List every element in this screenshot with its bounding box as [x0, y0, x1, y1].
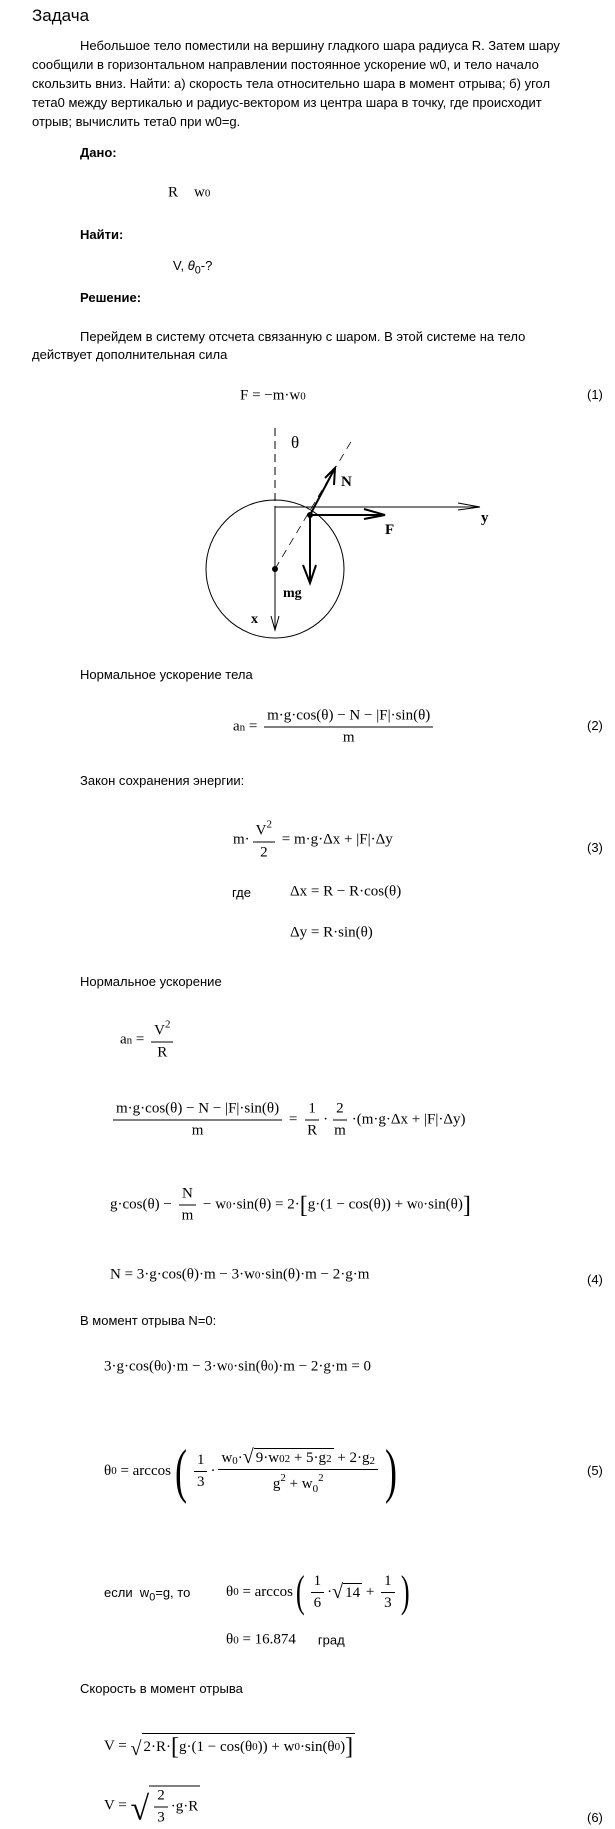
- eq-text: если w: [104, 1585, 150, 1600]
- fraction: [154, 1788, 168, 1827]
- equation-case: [226, 1567, 412, 1616]
- eq-text: F = −m·w: [240, 387, 301, 404]
- solution-label: Решение:: [80, 290, 142, 305]
- eq-text: + 5·g: [290, 1450, 327, 1466]
- eq-text: )·m − 2·g·m = 0: [273, 1358, 372, 1375]
- fraction: [218, 1447, 378, 1495]
- numerator: [253, 819, 275, 843]
- eq-text: )) + w: [257, 1738, 295, 1755]
- eq-text: = m·g·Δx + |F|·Δy: [278, 831, 393, 848]
- eq-text: ·sin(θ) = 2·: [231, 1196, 300, 1213]
- superscript: 2: [318, 1472, 324, 1484]
- numerator: m·g·cos(θ) − N − |F|·sin(θ): [113, 1101, 282, 1121]
- eq-text: ·: [327, 1583, 333, 1600]
- fraction: [194, 1452, 208, 1491]
- speed-label: Скорость в момент отрыва: [80, 1681, 243, 1696]
- denominator: m: [181, 1207, 194, 1224]
- problem-line: Небольшое тело поместили на вершину гладкого шара радиуса R. Затем шару: [80, 38, 560, 53]
- paren: ): [385, 1438, 398, 1504]
- fraction: [179, 1186, 197, 1225]
- subscript: 0: [233, 1634, 239, 1646]
- energy-label: Закон сохранения энергии:: [80, 773, 245, 788]
- eq-text: V: [154, 1022, 165, 1039]
- superscript: 2: [280, 1472, 286, 1484]
- numerator: [218, 1447, 378, 1470]
- numerator: N: [179, 1186, 196, 1206]
- eq-text: ·g·R: [170, 1798, 199, 1815]
- subscript: 0: [232, 1455, 238, 1467]
- given-w: w: [194, 184, 205, 201]
- eq-text: θ: [104, 1462, 112, 1479]
- result-value: = 16.874: [238, 1631, 296, 1648]
- eq-text: N = 3·g·cos(θ)·m − 3·w: [110, 1266, 255, 1283]
- eq-text: ·sin(θ: [233, 1358, 268, 1375]
- numerator: [151, 1019, 173, 1043]
- equation-combined: [110, 1101, 466, 1140]
- delta-x-equation: Δx = R − R·cos(θ): [290, 883, 402, 900]
- paren: (: [174, 1438, 187, 1504]
- subscript: 0: [233, 1586, 239, 1598]
- equation-detach: [104, 1359, 371, 1376]
- diagram-mg: mg: [283, 586, 302, 601]
- eq-text: V =: [104, 1737, 131, 1754]
- find-tail: -?: [200, 258, 213, 273]
- eq-text: + 2·g: [333, 1450, 370, 1466]
- numerator: 1: [305, 1101, 319, 1121]
- subscript: 0: [279, 1452, 285, 1465]
- subscript: 0: [227, 1361, 234, 1373]
- eq-text: ): [340, 1738, 346, 1755]
- fraction: [253, 819, 275, 862]
- theta-result: [226, 1631, 345, 1650]
- equation-number: (6): [587, 1810, 603, 1825]
- numerator: 1: [194, 1452, 208, 1472]
- subscript: 0: [334, 1741, 341, 1753]
- equation-3: [233, 819, 393, 862]
- paren: ): [400, 1567, 410, 1616]
- equation-number: (5): [587, 1463, 603, 1478]
- denominator: R: [157, 1044, 168, 1061]
- subscript: 0: [294, 1741, 300, 1753]
- eq-text: )·m − 3·w: [166, 1358, 228, 1375]
- diagram-x: x: [251, 612, 258, 627]
- fraction: [331, 1101, 349, 1140]
- problem-line: тета0 между вертикалью и радиус-вектором из центра шара в точку, где происходит: [32, 95, 542, 110]
- denominator: 2: [260, 844, 268, 861]
- detach-label: В момент отрыва N=0:: [80, 1313, 217, 1328]
- eq-text: a: [233, 718, 240, 735]
- eq-text: = arccos: [238, 1583, 293, 1600]
- equation-5: [104, 1438, 401, 1504]
- case-label: [104, 1583, 190, 1608]
- eq-text: ·: [323, 1111, 329, 1128]
- superscript: 2: [284, 1452, 291, 1465]
- eq-text: + w: [285, 1476, 313, 1492]
- intro-line: действует дополнительная сила: [32, 347, 228, 362]
- force-diagram: [0, 0, 615, 680]
- eq-text: 2·R·: [143, 1738, 172, 1755]
- subscript: n: [239, 721, 246, 733]
- subscript: 0: [161, 1361, 167, 1373]
- sqrt: [131, 1733, 356, 1759]
- sqrt: [243, 1447, 334, 1467]
- eq-text: w: [221, 1450, 233, 1466]
- eq-text: =: [245, 718, 262, 735]
- find-theta: θ: [187, 258, 195, 273]
- numerator: 1: [381, 1573, 395, 1593]
- radius-dashed-line: [275, 440, 352, 569]
- equation-number: (1): [587, 387, 603, 402]
- equation-speed: [104, 1733, 355, 1759]
- eq-text: V: [255, 822, 267, 839]
- delta-y-equation: Δy = R·sin(θ): [290, 924, 373, 941]
- given-r: R: [168, 184, 179, 201]
- bracket: ]: [345, 1734, 354, 1760]
- eq-text: =g, то: [155, 1585, 191, 1600]
- eq-text: g·(1 − cos(θ)) + w: [307, 1196, 418, 1213]
- fraction: [381, 1573, 395, 1612]
- sqrt-icon: √: [332, 1581, 344, 1603]
- eq-text: θ: [226, 1583, 234, 1600]
- denominator: 3: [157, 1809, 165, 1826]
- fraction: [113, 1101, 282, 1140]
- eq-text: θ: [226, 1631, 234, 1648]
- sphere-center: [272, 566, 278, 572]
- numerator: 2: [154, 1788, 168, 1808]
- fraction: [264, 708, 433, 747]
- fraction: [311, 1573, 325, 1612]
- diagram-f: F: [385, 522, 395, 538]
- find-label: Найти:: [80, 227, 124, 242]
- denominator: m: [334, 1122, 346, 1139]
- problem-line: сообщили в горизонтальном направлении постоянное ускорение w0, и тело начало: [32, 57, 539, 72]
- eq-text: ·sin(θ)·m − 2·g·m: [260, 1266, 370, 1283]
- equation-4: [110, 1267, 369, 1284]
- given-label: Дано:: [80, 145, 117, 160]
- eq-text: a: [120, 1031, 127, 1048]
- sqrt-icon: √: [130, 1790, 150, 1828]
- numerator: 1: [311, 1573, 325, 1593]
- eq-text: m·: [233, 831, 250, 848]
- eq-text: = arccos: [116, 1462, 171, 1479]
- fraction: [151, 1019, 173, 1062]
- subscript: 0: [254, 1269, 261, 1281]
- subscript: 0: [252, 1741, 258, 1753]
- equation-number: (3): [587, 840, 603, 855]
- intro-line: Перейдем в систему отсчета связанную с шаром. В этой системе на тело: [80, 329, 526, 344]
- fraction: [304, 1101, 320, 1140]
- denominator: R: [307, 1122, 318, 1139]
- sqrt: [332, 1582, 362, 1602]
- diagram-y: y: [481, 510, 489, 526]
- superscript: 2: [266, 818, 273, 831]
- superscript: 2: [326, 1452, 332, 1465]
- result-unit: град: [317, 1632, 345, 1648]
- superscript: 2: [369, 1455, 376, 1467]
- denominator: 3: [196, 1473, 205, 1490]
- sqrt-icon: √: [130, 1738, 142, 1760]
- denominator: 6: [313, 1594, 322, 1611]
- sqrt: [131, 1786, 201, 1827]
- eq-text: 9·w: [255, 1450, 280, 1466]
- eq-text: =: [285, 1111, 302, 1128]
- eq-text: ·sin(θ: [299, 1738, 335, 1755]
- eq-text: g·cos(θ) −: [110, 1196, 176, 1213]
- eq-text: − w: [199, 1196, 227, 1213]
- bracket: [: [299, 1192, 308, 1218]
- denominator: m: [191, 1122, 204, 1139]
- subscript: 0: [312, 1483, 319, 1495]
- equation-simplified: [110, 1186, 471, 1225]
- eq-text: V =: [104, 1797, 131, 1814]
- subscript: 0: [417, 1199, 424, 1211]
- problem-line: отрыв; вычислить тета0 при w0=g.: [32, 114, 241, 129]
- subscript: 0: [300, 390, 306, 402]
- eq-text: g: [272, 1476, 281, 1492]
- eq-text: 3·g·cos(θ: [104, 1358, 162, 1375]
- eq-text: +: [362, 1583, 379, 1600]
- superscript: 2: [164, 1018, 171, 1031]
- diagram-n: N: [341, 474, 352, 490]
- equation-number: (2): [587, 718, 603, 733]
- sqrt-icon: √: [242, 1446, 254, 1468]
- denominator: [270, 1470, 327, 1495]
- eq-text: g·(1 − cos(θ: [179, 1738, 253, 1755]
- subscript: 0: [111, 1465, 117, 1477]
- bracket: ]: [462, 1192, 471, 1218]
- find-v: V,: [173, 258, 188, 273]
- bracket: [: [171, 1734, 180, 1760]
- equation-2: [233, 708, 436, 747]
- eq-text: 14: [345, 1585, 361, 1601]
- subscript: 0: [267, 1361, 274, 1373]
- subscript: 0: [226, 1199, 232, 1211]
- eq-text: ·: [210, 1462, 216, 1479]
- diagram-theta: θ: [291, 433, 300, 452]
- force-n-vector: [310, 468, 335, 515]
- where-label: где: [232, 885, 251, 900]
- body-point: [307, 512, 313, 518]
- subscript: n: [126, 1034, 133, 1046]
- paren: (: [295, 1567, 305, 1616]
- denominator: m: [342, 729, 355, 746]
- denominator: 3: [384, 1594, 392, 1611]
- numerator: m·g·cos(θ) − N − |F|·sin(θ): [264, 708, 433, 728]
- page-title: Задача: [32, 6, 90, 25]
- subscript: 0: [194, 264, 201, 277]
- eq-text: ·(m·g·Δx + |F|·Δy): [351, 1111, 466, 1128]
- subscript: 0: [204, 187, 211, 199]
- numerator: 2: [333, 1101, 347, 1121]
- equation-6: [104, 1786, 200, 1827]
- normal-acc-label: Нормальное ускорение: [80, 974, 222, 989]
- eq-text: =: [132, 1031, 149, 1048]
- equation-an: [120, 1019, 176, 1062]
- subscript: 0: [149, 1591, 156, 1604]
- equation-number: (4): [587, 1272, 603, 1287]
- problem-line: скользить вниз. Найти: а) скорость тела относительно шара в момент отрыва; б) угол: [32, 76, 551, 91]
- normal-acc-body-label: Нормальное ускорение тела: [80, 667, 253, 682]
- eq-text: ·sin(θ): [423, 1196, 463, 1213]
- eq-text: ·: [237, 1450, 243, 1466]
